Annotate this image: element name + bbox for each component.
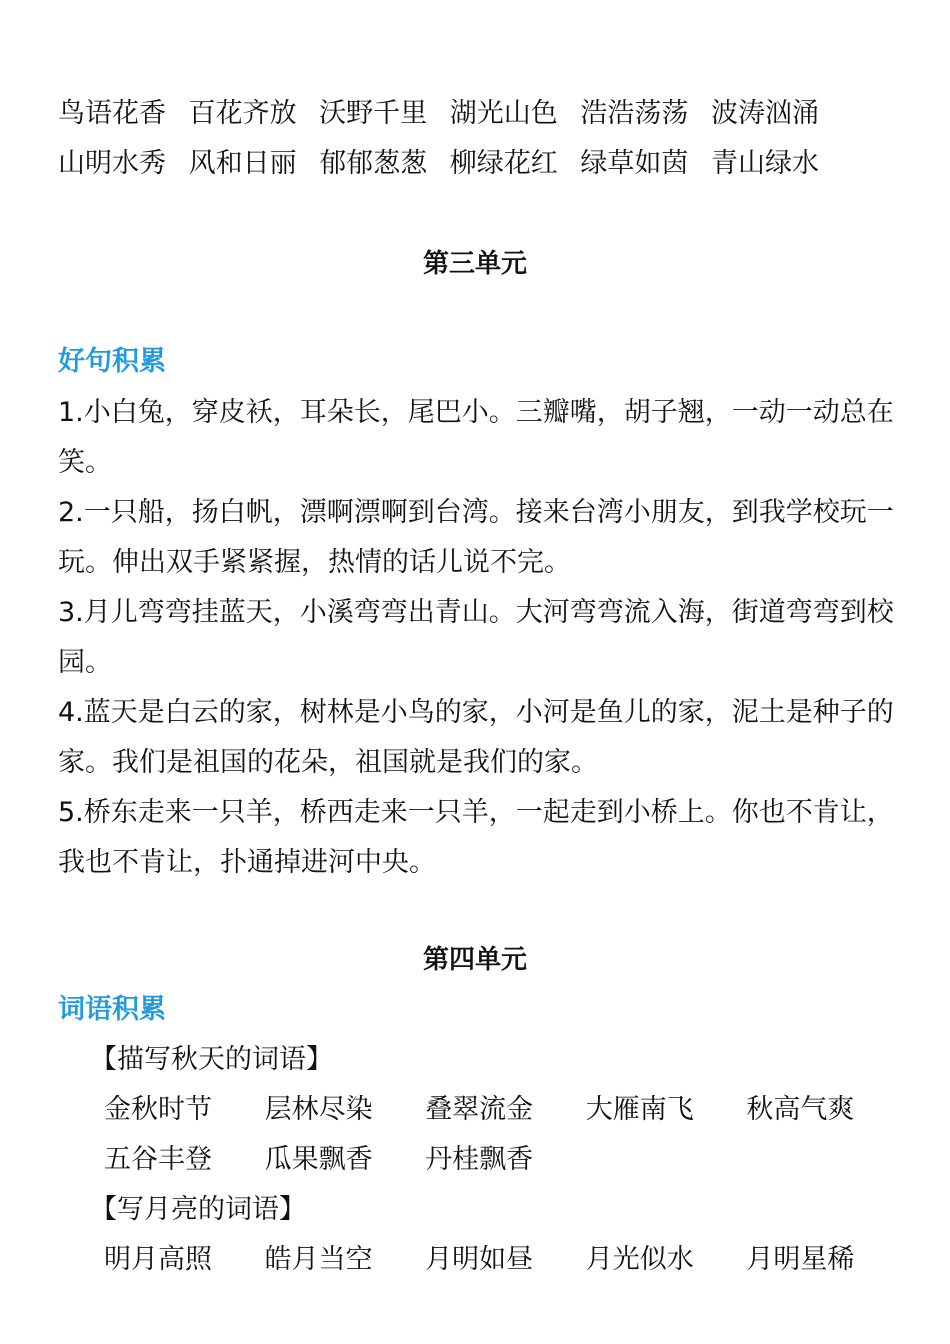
word-item: 百花齐放 <box>188 98 297 129</box>
word-item: 绿草如茵 <box>580 148 689 179</box>
unit3-section-title: 好句积累 <box>58 346 166 377</box>
word-item: 沃野千里 <box>319 98 428 129</box>
word-item: 浩浩荡荡 <box>580 98 689 129</box>
word-item: 叠翠流金 <box>425 1094 534 1125</box>
unit4-title: 第四单元 <box>422 945 527 975</box>
sentence-1: 1.小白兔，穿皮袄，耳朵长，尾巴小。三瓣嘴，胡子翘，一动一动总在笑。 <box>58 397 894 478</box>
moon-words-row-1 <box>104 1242 898 1278</box>
word-item: 丹桂飘香 <box>425 1144 534 1175</box>
word-item: 山明水秀 <box>58 148 166 179</box>
unit4-section-title: 词语积累 <box>58 994 166 1025</box>
word-item: 湖光山色 <box>449 98 558 129</box>
word-row-2 <box>58 146 833 182</box>
word-item: 月明星稀 <box>746 1244 855 1275</box>
moon-words-heading: 【写月亮的词语】 <box>90 1194 306 1225</box>
word-item: 五谷丰登 <box>104 1144 212 1175</box>
word-row-1 <box>58 96 833 132</box>
unit3-title: 第三单元 <box>422 249 527 279</box>
sentence-4: 4.蓝天是白云的家，树林是小鸟的家，小河是鱼儿的家，泥土是种子的家。我们是祖国的花朵，祖国就是我们的家。 <box>58 697 894 778</box>
word-item: 月光似水 <box>585 1244 694 1275</box>
autumn-words-row-1 <box>104 1092 898 1128</box>
word-item: 柳绿花红 <box>449 148 558 179</box>
autumn-words-heading: 【描写秋天的词语】 <box>90 1044 333 1075</box>
word-item: 波涛汹涌 <box>710 98 819 129</box>
word-item: 明月高照 <box>104 1244 212 1275</box>
word-item: 秋高气爽 <box>746 1094 855 1125</box>
word-item: 郁郁葱葱 <box>319 148 428 179</box>
word-item: 皓月当空 <box>264 1244 373 1275</box>
sentence-5: 5.桥东走来一只羊，桥西走来一只羊，一起走到小桥上。你也不肯让，我也不肯让，扑通掉进河中央。 <box>58 797 894 878</box>
word-item: 月明如昼 <box>425 1244 534 1275</box>
word-item: 大雁南飞 <box>585 1094 694 1125</box>
word-item: 瓜果飘香 <box>264 1144 373 1175</box>
word-item: 青山绿水 <box>710 148 819 179</box>
word-item: 鸟语花香 <box>58 98 166 129</box>
word-item: 金秋时节 <box>104 1094 212 1125</box>
autumn-words-row-2 <box>104 1142 577 1178</box>
sentence-2: 2.一只船，扬白帆，漂啊漂啊到台湾。接来台湾小朋友，到我学校玩一玩。伸出双手紧紧握，热情的话儿说不完。 <box>58 497 894 578</box>
word-item: 层林尽染 <box>264 1094 373 1125</box>
word-item: 风和日丽 <box>188 148 297 179</box>
sentence-3: 3.月儿弯弯挂蓝天，小溪弯弯出青山。大河弯弯流入海，街道弯弯到校园。 <box>58 597 894 678</box>
